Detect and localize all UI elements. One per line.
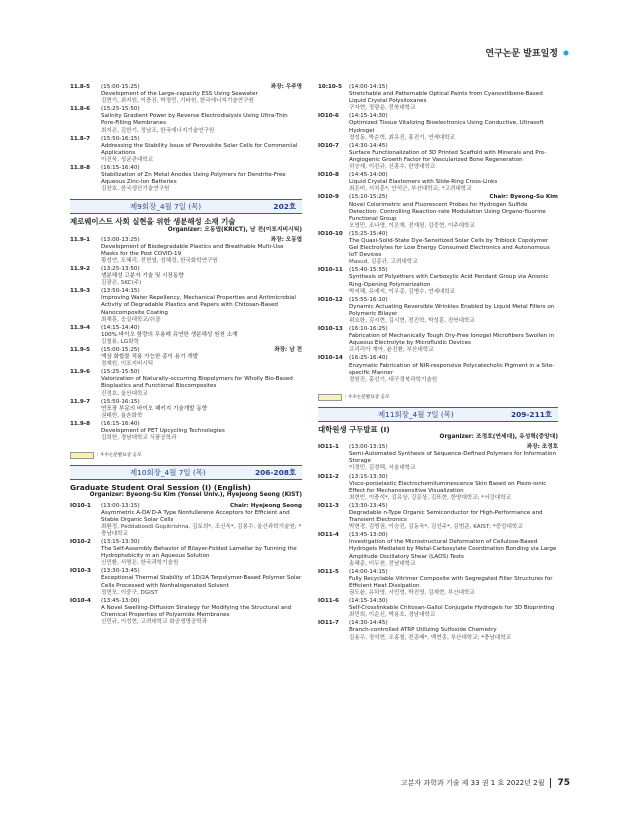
entry-time-line	[101, 369, 302, 376]
schedule-entry	[318, 355, 558, 383]
entry-title: Improving Water Repellency, Mechanical Properties and Antimicrobial Activity of Degradable Plastics and Papers with Chitosan-Based Nanocomposite Coating	[101, 295, 296, 316]
schedule-entry	[318, 297, 558, 325]
legend-swatch	[70, 452, 94, 459]
schedule-entry	[70, 369, 302, 397]
entry-chair: 좌장: 조정호	[526, 444, 558, 451]
entry-id: 11.9-5	[70, 347, 91, 353]
schedule-entry	[318, 532, 558, 567]
award-legend	[70, 452, 302, 459]
entry-authors: 정원진, 홍선기, 대구경북과학기술원	[349, 376, 438, 383]
footer-journal: 고분자 과학과 기술 제 33 권 1 호 2022년 2월	[400, 779, 545, 787]
entry-title: Fully Recyclable Vitrimer Composite with Segregated Filler Structures for Efficient Heat Dissipation	[349, 575, 553, 589]
entry-time: (15:55-16:10)	[349, 296, 388, 303]
entry-title: 100% 바이오 함량의 무용매 유연한 생분해성 원천 소재	[101, 331, 238, 338]
entry-authors: 박현경, 김명권, 이승진, 김동욱*, 김선주*, 김범준, KAIST; *중앙대학교	[349, 524, 523, 531]
entry-body	[101, 369, 302, 397]
entry-body	[101, 165, 302, 193]
entry-id: IO10-8	[318, 172, 339, 179]
entry-authors: 송혜준, 이두천, 전남대학교	[349, 560, 416, 567]
schedule-entry	[318, 326, 558, 354]
entry-body	[349, 503, 558, 531]
schedule-entry	[318, 84, 558, 112]
session-10-title: Graduate Student Oral Session (I) (English)	[70, 483, 251, 493]
entry-time-line	[101, 84, 302, 91]
entry-time-line	[101, 266, 302, 273]
entry-authors: 진정호, 울산대학교	[101, 390, 148, 397]
entry-body	[349, 532, 558, 567]
entry-time: (15:25-15:40)	[349, 230, 388, 237]
entry-authors: 김현기, 최지원, 이충진, 박정민, 기타원, 한국에너지기술연구원	[101, 98, 254, 105]
entry-authors: 김철용, LG화학	[101, 338, 140, 345]
entry-time: (14:00-14:15)	[349, 84, 388, 90]
entry-id: 11.9-4	[70, 324, 91, 331]
entry-authors: 김용우, 정석현, 조홍철, 전종배*, 백현종, 부산대학교; *충남대학교	[349, 634, 512, 641]
entry-authors: 정현모, 이중구, DGIST	[101, 589, 158, 596]
entry-title: Asymmetric A-DA'D-A Type Nonfullerene Acceptors for Efficient and Stable Organic Solar Cells	[101, 509, 290, 523]
schedule-entry	[70, 421, 302, 442]
entry-title: Development of the Large-capacity ESS Using Seawater	[101, 91, 258, 98]
session-10-room: 206-208호	[254, 468, 296, 478]
entry-title: Enzymatic Fabrication of NIR-responsive Polycatecholic Pigment in a Site-specific Manner	[349, 362, 555, 376]
entry-body	[349, 84, 558, 112]
entry-time-line	[349, 326, 558, 333]
entry-time-line	[349, 444, 558, 451]
entry-time: (15:25-15:50)	[101, 369, 140, 376]
entry-id: IO10-2	[70, 538, 91, 545]
schedule-entry	[70, 288, 302, 323]
schedule-entry	[70, 347, 302, 368]
entry-chair: Chair: Byeong-Su Kim	[489, 194, 558, 201]
entry-time: (14:15-14:30)	[349, 598, 388, 605]
left-column	[70, 84, 302, 627]
session-9-room: 202호	[273, 202, 296, 212]
entry-time-line	[349, 620, 558, 627]
session-11-label: 제11회장_4월 7일 (목)	[378, 409, 454, 419]
entry-authors: 정성동, 박순혁, 최유진, 홍진기, 연세대학교	[349, 134, 456, 141]
session-11-bar	[318, 407, 558, 422]
entry-body	[349, 326, 558, 354]
entry-authors: 박지혜, 유예지, 이우종, 김병수, 연세대학교	[349, 288, 456, 295]
entry-time-line	[101, 539, 302, 546]
entry-title: Liquid Crystal Elastomers with Slide-Ring Cross-Links	[349, 179, 498, 186]
entry-id: 11.9-3	[70, 288, 91, 295]
entry-authors: 황성연, 도혜리, 전현열, 성혜정, 한국화학연구원	[101, 257, 218, 264]
entry-time: (14:30-14:45)	[349, 142, 388, 149]
right-column	[318, 84, 558, 643]
right-top-entries	[318, 84, 558, 384]
entry-title: Optimized Tissue Vitalizing Bioelectronics Using Conductive, Ultrasoft Hydrogel	[349, 120, 544, 134]
entry-id: 11.8-7	[70, 135, 91, 142]
entry-id: IO11-7	[318, 620, 339, 627]
entry-time: (15:50-16:15)	[101, 398, 140, 405]
entry-id: IO10-7	[318, 142, 339, 149]
entry-body	[101, 266, 302, 287]
entry-title: A Novel Swelling-Diffusion Strategy for Modifying the Structural and Chemical Properties of Polyamide Membranes	[101, 604, 292, 618]
schedule-entry	[318, 231, 558, 266]
entry-body	[349, 444, 558, 472]
entry-time: (13:00-13:15)	[349, 444, 388, 451]
schedule-entry	[318, 194, 558, 229]
entry-time-line	[349, 267, 558, 274]
entry-time-line	[349, 569, 558, 576]
schedule-entry	[318, 113, 558, 141]
entry-body	[349, 598, 558, 619]
entry-body	[101, 539, 302, 567]
entry-time-line	[101, 288, 302, 295]
entry-time-line	[101, 421, 302, 428]
schedule-entry	[318, 503, 558, 531]
entry-time-line	[349, 297, 558, 304]
entry-time-line	[349, 172, 558, 179]
entry-time: (13:30-13:45)	[101, 568, 140, 575]
entry-time: (15:40-15:55)	[349, 267, 388, 274]
entry-authors: 최은비, 서치훈*, 안석군, 부산대학교; *고려대학교	[349, 186, 472, 193]
entry-title: Semi-Automated Synthesis of Sequence-Defined Polymers for Information Storage	[349, 451, 557, 465]
entry-time-line	[101, 325, 302, 332]
entry-authors: 구자현, 정광운, 전북대학교	[349, 105, 416, 112]
entry-id: IO11-3	[318, 502, 339, 509]
award-legend-2	[318, 394, 558, 401]
schedule-entry	[70, 399, 302, 420]
entry-time: (13:00-13:25)	[101, 236, 140, 243]
entry-time: (16:15-16:40)	[101, 420, 140, 427]
entry-body	[101, 399, 302, 420]
schedule-entry	[70, 84, 302, 105]
entry-id: 11.8-6	[70, 106, 91, 113]
entry-time: (14:15-14:30)	[349, 113, 388, 120]
entry-body	[101, 598, 302, 626]
entry-title: Degradable n-Type Organic Semiconductor for High-Performance and Transient Electronics	[349, 509, 543, 524]
schedule-entry	[318, 143, 558, 171]
entry-time: (13:45-13:00)	[101, 597, 140, 604]
entry-id: IO10-9	[318, 194, 339, 201]
entry-id: 11.8-5	[70, 84, 91, 90]
entry-chair: 좌장: 남 전	[274, 347, 302, 353]
entry-time: (15:50-16:15)	[101, 135, 140, 142]
entry-title: Valorization of Naturally-occurring Biopolymers for Wholly Bio-Based Bioplastics and Functional Biocomposites	[101, 376, 293, 390]
page-footer	[401, 778, 570, 788]
page-header	[485, 46, 570, 59]
entry-time: (14:45-14:00)	[349, 172, 388, 179]
entry-body	[101, 568, 302, 596]
session-9-label: 제9회장_4월 7일 (목)	[130, 202, 202, 212]
entry-body	[349, 620, 558, 641]
entry-time: (15:10-15:25)	[349, 194, 388, 201]
entry-body	[349, 231, 558, 266]
entry-time: (13:45-13:00)	[349, 532, 388, 539]
entry-title: Branch-controlled ATRP Utilizing Sulfoxide Chemistry	[349, 627, 497, 634]
schedule-entry	[70, 266, 302, 287]
circle-bullet-icon	[562, 49, 570, 57]
schedule-entry	[318, 474, 558, 502]
schedule-entry	[70, 325, 302, 346]
schedule-entry	[70, 106, 302, 134]
entry-body	[101, 421, 302, 442]
entry-title: The Self-Assembly Behavior of Bilayer-Folded Lamellar by Tunning the Hydrophobicity in an Aqueous Solution	[101, 546, 297, 560]
entry-time-line	[101, 106, 302, 113]
entry-authors: 최환정, Peddaboodi Gopikrishna, 김토희*, 조신욱*, 김봉수, 울산과학기술원; *충남대학교	[101, 523, 302, 537]
page-number: 75	[557, 778, 570, 788]
header-title: 연구논문 발표일정	[485, 49, 558, 59]
entry-authors: 정재원, 이포지비시틱	[101, 361, 154, 368]
entry-title: Investigation of the Microstructural Deformation of Cellulose-Based Hydrogels Mediated by Metal-Carboxylate Coordination Bonding via Large Amplitude Oscillatory Shear (LAOS) Tests	[349, 539, 557, 560]
session-11-organizer: Organizer: 조정호(연세대), 유성혁(중앙대)	[439, 434, 558, 441]
session-10-bar	[70, 465, 302, 480]
entry-id: 10:10-5	[318, 84, 343, 90]
entry-time-line	[101, 503, 302, 510]
entry-authors: 위요한, 김시현, 김시현, 전진학, 박성훈, 전북대학교	[349, 318, 475, 324]
entry-body	[349, 297, 558, 325]
entry-time-line	[349, 84, 558, 91]
entry-body	[101, 106, 302, 134]
schedule-entry	[318, 598, 558, 619]
entry-authors: 김찬호, 한국생산기술연구원	[101, 186, 170, 193]
entry-time: (13:00-13:15)	[101, 502, 140, 509]
entry-title: Self-Crosslinkable Chitosan-Gallol Conjugate Hydrogels for 3D Bioprinting	[349, 605, 555, 612]
entry-authors: 김희헌, 경남대학교 식품공학과	[101, 435, 177, 442]
entry-title: Stabilization of Zn Metal Anodes Using Polymers for Dendrite-Free Aqueous Zinc-Ion Batteries	[101, 172, 286, 186]
entry-time: (13:15-13:30)	[101, 538, 140, 545]
entry-authors: 프리리아 계아, 윤진환, 부산대학교	[349, 347, 434, 354]
entry-id: 11.9-8	[70, 420, 91, 427]
entry-time: (15:00-15:25)	[101, 347, 140, 353]
entry-authors: 김광은, SKC(주)	[101, 280, 142, 287]
entry-body	[349, 355, 558, 383]
entry-authors: 이정민, 김경택, 서울대학교	[349, 465, 416, 472]
schedule-entry	[70, 503, 302, 538]
entry-body	[101, 136, 302, 164]
entry-body	[349, 113, 558, 141]
entry-body	[101, 503, 302, 538]
entry-time-line	[349, 355, 558, 362]
schedule-entry	[70, 568, 302, 596]
entry-time: (14:30-14:45)	[349, 620, 388, 627]
schedule-entry	[318, 172, 558, 193]
entry-time: (16:10-16:25)	[349, 326, 388, 333]
entry-authors: 최민희, 이순신, 박용호, 경남대학교	[349, 612, 436, 619]
entry-authors: 권태헌, 율촌화학	[101, 412, 143, 419]
schedule-entry	[318, 267, 558, 295]
legend-label: : 우수논문발표상 응모	[345, 394, 390, 400]
entry-authors: 권도윤, 유하영, 서민영, 박진영, 김재현, 부산대학교	[349, 590, 475, 596]
entry-chair: Chair: Hyejeong Seong	[230, 502, 302, 509]
entry-authors: 오영민, 조나영, 이은재, 전재원, 김중현, 이주대학교	[349, 222, 475, 229]
entry-time: (13:30-13:45)	[349, 502, 388, 509]
schedule-entry	[70, 165, 302, 193]
schedule-entry	[70, 136, 302, 164]
entry-title: 액상 화합물 적용 가능한 종이 용기 개발	[101, 354, 199, 361]
entry-body	[349, 569, 558, 597]
entry-title: Salinity Gradient Power by Reverse Electrodialysis Using Ultra-Thin Pore-Filling Membranes	[101, 113, 288, 127]
entry-title: Development of PET Upcycling Technologies	[101, 428, 225, 435]
entry-title: 생분해성 고분자 기술 및 시장동향	[101, 273, 184, 280]
entry-time-line	[101, 568, 302, 575]
entry-authors: 최현빈, 이충석*, 김유상, 강문상, 김또현, 한양대학교; *서강대학교	[349, 494, 512, 501]
entry-time: (16:25-16:40)	[349, 355, 388, 362]
left-mid-entries	[70, 237, 302, 443]
entry-id: IO10-4	[70, 597, 91, 604]
session-9-bar	[70, 199, 302, 214]
entry-time-line	[349, 503, 558, 510]
entry-chair: 좌장: 오동엽	[270, 236, 302, 243]
entry-time-line	[101, 237, 302, 244]
entry-id: 11.8-8	[70, 165, 91, 172]
entry-title: Exceptional Thermal Stability of 1D/2A Terpolymer-Based Polymer Solar Cells Processed with Nonhalogenated Solvent	[101, 575, 302, 589]
entry-title: Addressing the Stability Issue of Perovskite Solar Cells for Commercial Applications	[101, 142, 298, 156]
entry-title: Novel Colorimetric and Fluorescent Probes for Hydrogen Sulfide Detection: Controlling Reaction-rate Modulation Using Organo-fluorine Functional Group	[349, 201, 546, 222]
entry-time-line	[101, 136, 302, 143]
entry-time: (15:25-15:50)	[101, 106, 140, 113]
entry-title: Synthesis of Polyethers with Carboxylic Acid Pendant Group via Anionic Ring-Opening Polymerization	[349, 274, 549, 288]
entry-authors: 최재훈, 숭실대학교/쉬클	[101, 316, 161, 323]
entry-time-line	[349, 532, 558, 539]
entry-id: IO10-12	[318, 296, 343, 303]
entry-chair: 좌장: 우주영	[270, 84, 302, 90]
entry-time-line	[101, 598, 302, 605]
entry-authors: Masud, 김종규, 고려대학교	[349, 259, 418, 266]
schedule-entry	[70, 598, 302, 626]
entry-id: IO10-13	[318, 326, 343, 333]
entry-body	[101, 347, 302, 368]
entry-title: Development of Biodegradable Plastics and Breathable Multi-Use Masks for the Post COVID-19	[101, 243, 284, 257]
entry-id: IO11-1	[318, 444, 339, 451]
entry-title: Dynamic Actuating Reversible Wrinkles Enabled by Liquid Metal Fillers on Polymeric Bilayer	[349, 303, 555, 317]
entry-time-line	[101, 165, 302, 172]
entry-time: (16:15-16:40)	[101, 165, 140, 172]
entry-body	[349, 143, 558, 171]
left-bot-entries	[70, 503, 302, 627]
legend-swatch	[318, 394, 342, 401]
session-11-title: 대학원생 구두발표 (I)	[318, 424, 390, 434]
legend-label: : 우수논문발표상 응모	[97, 453, 142, 459]
entry-body	[349, 172, 558, 193]
schedule-entry	[318, 444, 558, 472]
left-top-entries	[70, 84, 302, 193]
schedule-entry	[70, 539, 302, 567]
entry-authors: 이진욱, 성균관대학교	[101, 156, 154, 163]
entry-time: (13:25-13:50)	[101, 265, 140, 272]
schedule-entry	[70, 237, 302, 265]
entry-body	[101, 84, 302, 105]
entry-id: 11.9-7	[70, 398, 91, 405]
entry-body	[349, 267, 558, 295]
entry-id: IO11-4	[318, 532, 339, 539]
entry-time: (15:00-15:25)	[101, 84, 140, 90]
entry-title: The Quasi-Solid-State Dye-Sensitized Solar Cells by Triblock Copolymer Gel Electrolytes for Low Energy Consumed Electronics and Autonomous IoT Devices	[349, 237, 550, 259]
session-9-organizer: Organizer: 오동엽(KRICT), 남 전(이포지비시틱)	[167, 226, 302, 233]
entry-id: IO10-6	[318, 113, 339, 120]
entry-authors: 최지은, 김한기, 정남조, 한국에너지기술연구원	[101, 127, 215, 134]
entry-time-line	[349, 231, 558, 238]
entry-time-line	[349, 474, 558, 481]
entry-id: 11.9-1	[70, 236, 91, 243]
entry-id: IO10-11	[318, 267, 343, 274]
entry-time: (14:15-14:40)	[101, 324, 140, 331]
entry-time-line	[349, 194, 558, 201]
schedule-entry	[318, 620, 558, 641]
entry-id: IO10-1	[70, 502, 91, 509]
entry-time-line	[349, 598, 558, 605]
schedule-entry	[318, 569, 558, 597]
entry-time-line	[349, 143, 558, 150]
entry-id: IO10-10	[318, 230, 343, 237]
entry-title: Visco-poroelastic Electrochemiluminescence Skin Based on Piezo-ionic Effect for Mechanosensitive Visualization	[349, 480, 547, 494]
entry-id: IO11-6	[318, 598, 339, 605]
entry-body	[349, 474, 558, 502]
entry-title: 연포장 부문의 바이오 패키지 기술개발 동향	[101, 405, 208, 412]
entry-body	[349, 194, 558, 229]
entry-time: (13:15-13:30)	[349, 473, 388, 480]
session-9-title: 제로웨이스트 사회 실현을 위한 생분해성 소재 기술	[70, 217, 236, 227]
entry-id: IO11-2	[318, 473, 339, 480]
footer-divider	[550, 778, 551, 788]
entry-title: Stretchable and Patternable Optical Paints from Cyanostilbene-Based Liquid Crystal Polysiloxanes	[349, 91, 543, 105]
entry-id: 11.9-6	[70, 369, 91, 376]
entry-body	[101, 237, 302, 265]
right-bot-entries	[318, 444, 558, 642]
session-11-room: 209-211호	[510, 409, 552, 419]
entry-id: 11.9-2	[70, 265, 91, 272]
entry-time: (14:00-14:15)	[349, 568, 388, 575]
entry-authors: 신민환, 서명은, 한국과학기술원	[101, 560, 179, 567]
entry-time-line	[349, 113, 558, 120]
entry-time: (13:50-14:15)	[101, 288, 140, 295]
session-10-organizer: Organizer: Byeong-Su Kim (Yonsei Univ.), Hyejeong Seong (KIST)	[89, 492, 302, 499]
session-10-label: 제10회장_4월 7일 (목)	[130, 468, 206, 478]
entry-body	[101, 288, 302, 323]
entry-authors: 신민규, 이정현, 고려대학교 화공생명공학과	[101, 619, 208, 625]
entry-title: Surface Functionalization of 3D Printed Scaffold with Minerals and Pro-Angiogenic Growth Factor for Vascularized Bone Regeneration	[349, 149, 547, 163]
entry-body	[101, 325, 302, 346]
entry-time-line	[101, 399, 302, 406]
entry-id: IO11-5	[318, 568, 339, 575]
entry-title: Fabrication of Mechanically Tough Dry-Free Ionogel Microfibers Swollen in Aqueous Electrolyte by Microfluidic Devices	[349, 333, 555, 347]
entry-id: IO10-14	[318, 355, 343, 362]
entry-authors: 허승재, 이진규, 신흥수, 한양대학교	[349, 164, 436, 171]
entry-id: IO10-3	[70, 568, 91, 575]
